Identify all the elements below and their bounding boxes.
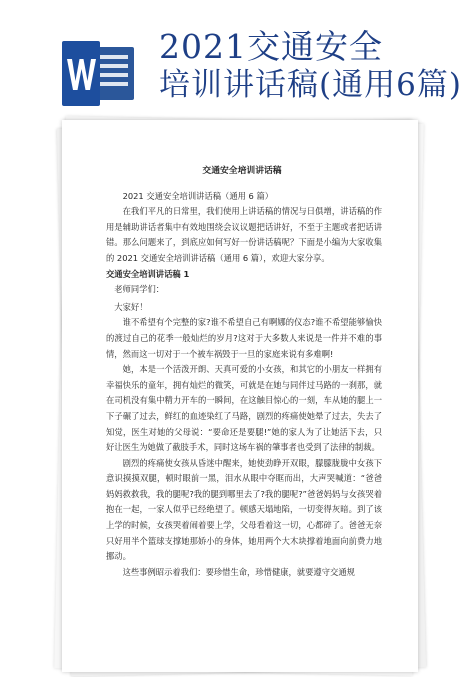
word-icon: [62, 41, 136, 106]
body-paragraph: 这些事例昭示着我们：要珍惜生命，珍惜健康，就要遵守交通规: [122, 566, 355, 577]
intro-paragraph: 在我们平凡的日常里，我们使用上讲话稿的情况与日俱增，讲话稿的作用是辅助讲话者集中有效地围绕会议议题把话讲好，不至于主题或者把话讲错。那么问题来了，到底应如何写好一份讲话稿呢？下面是小编为大家收集的 2021 交通安全培训讲话稿（通用 6 篇），欢迎大家分享。: [106, 206, 382, 263]
doc-subtitle: 2021 交通安全培训讲话稿（通用 6 篇）: [122, 190, 274, 201]
doc-heading: 交通安全培训讲话稿: [202, 166, 282, 176]
body-paragraph: 她，本是一个活泼开朗、天真可爱的小女孩，和其它的小朋友一样拥有幸福快乐的童年，拥有灿烂的微笑，可就是在她与同伴过马路的一刹那，就在司机没有集中精力开车的一瞬间，在这触目惊心的一刻，车从她的腿上一下子碾了过去，鲜红的血迹染红了马路，剧烈的疼痛使她晕了过去，失去了知觉，医生对她的父母说：“要命还是要腿!”她的家人为了让她活下去，只好让医生为她做了截肢手术，同时这场车祸的肇事者也受到了法律的制裁。: [106, 364, 382, 453]
greeting-line: 老师同学们：: [114, 284, 165, 295]
body-paragraph: 剧烈的疼痛使女孩从昏迷中醒来，她使劲睁开双眼，朦朦胧胧中女孩下意识摸摸双腿，顿时眼前一黑，泪水从眼中夺眶而出，大声哭喊道：“爸爸妈妈救救我，我的腿呢?我的腿到哪里去了?我的腿呢?”爸爸妈妈与女孩哭着抱在一起，一家人似乎已经绝望了。顿感天塌地陷，一切变得灰暗。到了该上学的时候，女孩哭着闹着要上学，父母看着这一切，心都碎了。爸爸无奈只好用半个篮球支撑她那娇小的身体，她用两个大木块撑着地面向前费力地挪动。: [106, 457, 382, 562]
greeting-line: 大家好！: [114, 301, 148, 312]
document-title: [159, 28, 462, 104]
document-page: [62, 120, 418, 672]
header: [0, 0, 474, 110]
body-paragraph: 谁不希望有个完整的家?谁不希望自己有啊娜的仪态?谁不希望能够愉快的渡过自己的花季一般灿烂的岁月?这对于大多数人来说是一件并不难的事情，然而这一切对于一个被车祸毁于一旦的家庭来说有多难啊!: [106, 317, 382, 359]
title-line-2: 培训讲话稿(通用6篇): [159, 67, 462, 103]
title-line-1: 2021交通安全: [159, 27, 383, 66]
section-heading: 交通安全培训讲话稿 1: [106, 268, 190, 279]
